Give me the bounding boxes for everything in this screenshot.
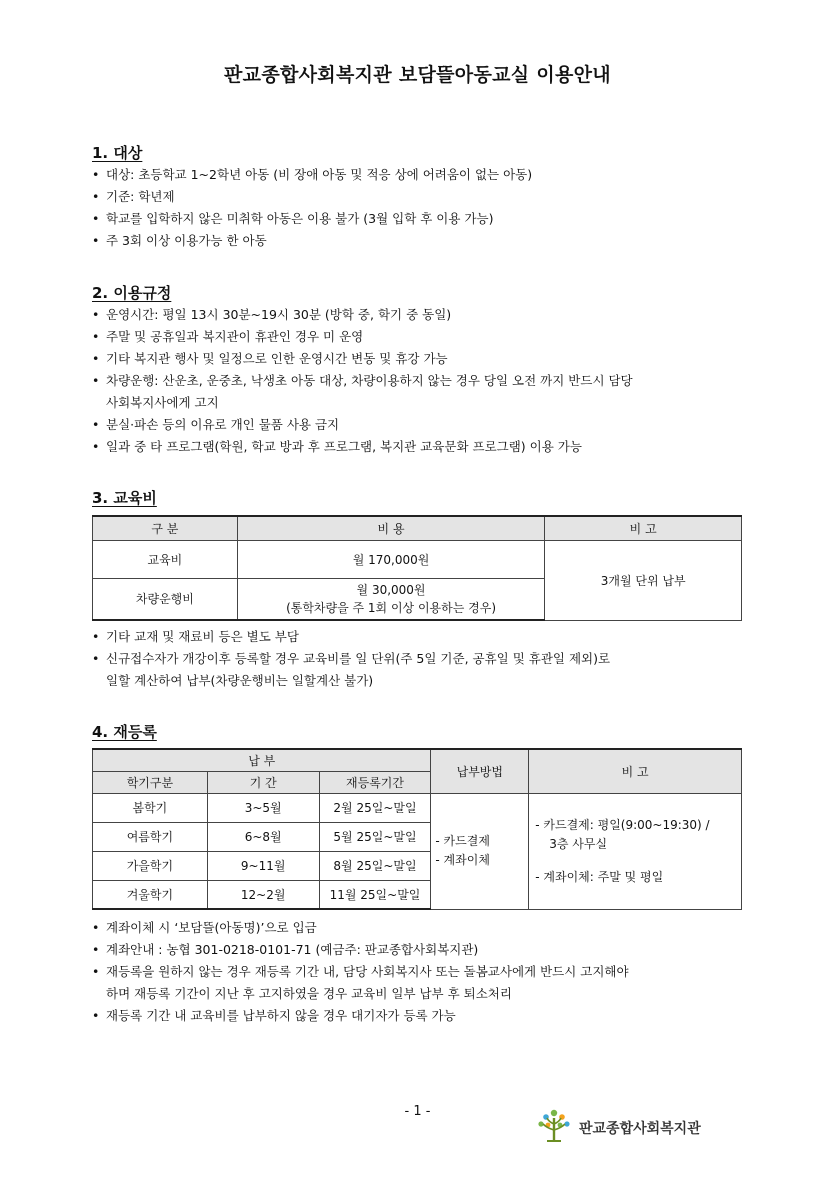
section-1-list: [92, 164, 742, 252]
period-cell: 6~8월: [207, 822, 319, 851]
section-3-list: [92, 626, 742, 692]
payment-method-header: 납부방법: [431, 749, 529, 793]
method-bank: - 계좌이체: [435, 853, 490, 867]
section-3-heading: 3. 교육비: [92, 489, 157, 507]
period-cell: 3~5월: [207, 793, 319, 822]
note-card-line-2: 3층 사무실: [549, 836, 608, 851]
fee-header-category: 구 분: [93, 516, 238, 540]
term-cell: 봄학기: [93, 793, 208, 822]
reg-period-cell: 2월 25일~말일: [319, 793, 431, 822]
reg-note-header: 비 고: [529, 749, 742, 793]
term-cell: 여름학기: [93, 822, 208, 851]
vehicle-cost: 월 30,000원: [356, 582, 426, 597]
fee-cost-cell: 월 170,000원: [237, 540, 545, 578]
period-header: 기 간: [207, 771, 319, 793]
fee-category-cell: 차량운행비: [93, 578, 238, 620]
note-card-line-1: - 카드결제: 평일(9:00~19:30) /: [535, 817, 710, 832]
newcomer-line-2: 일할 계산하여 납부(차량운행비는 일할계산 불가): [106, 673, 374, 688]
section-2-list: [92, 304, 742, 458]
section-4-heading: 4. 재등록: [92, 723, 157, 741]
reg-period-header: 재등록기간: [319, 771, 431, 793]
list-item: • 기타 교재 및 재료비 등은 별도 부담: [92, 626, 742, 648]
term-cell: 가을학기: [93, 851, 208, 880]
payment-group-header: 납 부: [93, 749, 431, 771]
page-number: - 1 -: [404, 1104, 431, 1119]
section-4-list: [92, 917, 742, 1027]
vehicle-cost-condition: (통학차량을 주 1회 이상 이용하는 경우): [286, 600, 497, 615]
fee-header-note: 비 고: [545, 516, 742, 540]
tree-logo-icon: [535, 1108, 573, 1148]
period-cell: 9~11월: [207, 851, 319, 880]
reg-note-cell: [529, 793, 742, 909]
list-item: • 재등록 기간 내 교육비를 납부하지 않을 경우 대기자가 등록 가능: [92, 1005, 742, 1027]
fee-cost-cell: [237, 578, 545, 620]
note-bank: - 계좌이체: 주말 및 평일: [535, 869, 664, 884]
fee-table: [92, 515, 742, 621]
payment-method-cell: [431, 793, 529, 909]
page-title: 판교종합사회복지관 보담뜰아동교실 이용안내: [224, 64, 611, 86]
list-item: • 분실·파손 등의 이유로 개인 물품 사용 금지: [92, 414, 742, 436]
list-item: • 학교를 입학하지 않은 미취학 아동은 이용 불가 (3월 입학 후 이용 가능): [92, 208, 742, 230]
method-card: - 카드결제: [435, 834, 490, 848]
rereg-line-2: 하며 재등록 기간이 지난 후 고지하였을 경우 교육비 일부 납부 후 퇴소처리: [106, 986, 512, 1001]
list-item: • 대상: 초등학교 1~2학년 아동 (비 장애 아동 및 적응 상에 어려움이 없는 아동): [92, 164, 742, 186]
section-1-heading: 1. 대상: [92, 144, 143, 162]
term-header: 학기구분: [93, 771, 208, 793]
logo-text: 판교종합사회복지관: [579, 1121, 701, 1137]
period-cell: 12~2월: [207, 880, 319, 909]
fee-note-cell: 3개월 단위 납부: [545, 540, 742, 620]
list-item: • 주 3회 이상 이용가능 한 아동: [92, 230, 742, 252]
list-item: • 계좌이체 시 ‘보담뜰(아동명)’으로 입금: [92, 917, 742, 939]
vehicle-line-2: 사회복지사에게 고지: [106, 395, 219, 410]
list-item: [92, 648, 742, 692]
section-2-heading: 2. 이용규정: [92, 284, 172, 302]
newcomer-line-1: • 신규접수자가 개강이후 등록할 경우 교육비를 일 단위(주 5일 기준, 공휴일 및 휴관일 제외)로: [106, 651, 611, 666]
list-item: • 일과 중 타 프로그램(학원, 학교 방과 후 프로그램, 복지관 교육문화 프로그램) 이용 가능: [92, 436, 742, 458]
list-item: • 기타 복지관 행사 및 일정으로 인한 운영시간 변동 및 휴강 가능: [92, 348, 742, 370]
rereg-line-1: • 재등록을 원하지 않는 경우 재등록 기간 내, 담당 사회복지사 또는 돌봄교사에게 반드시 고지해야: [106, 964, 629, 979]
fee-category-cell: 교육비: [93, 540, 238, 578]
list-item: • 계좌안내 : 농협 301-0218-0101-71 (예금주: 판교종합사회복지관): [92, 939, 742, 961]
list-item: [92, 961, 742, 1005]
term-cell: 겨울학기: [93, 880, 208, 909]
list-item: [92, 370, 742, 414]
footer-logo: [535, 1108, 701, 1148]
reg-period-cell: 8월 25일~말일: [319, 851, 431, 880]
reregistration-table: [92, 748, 742, 910]
reg-period-cell: 5월 25일~말일: [319, 822, 431, 851]
vehicle-line-1: • 차량운행: 산운초, 운중초, 낙생초 아동 대상, 차량이용하지 않는 경우 당일 오전 까지 반드시 담당: [106, 373, 633, 388]
fee-header-cost: 비 용: [237, 516, 545, 540]
list-item: • 운영시간: 평일 13시 30분~19시 30분 (방학 중, 학기 중 동일): [92, 304, 742, 326]
reg-period-cell: 11월 25일~말일: [319, 880, 431, 909]
list-item: • 기준: 학년제: [92, 186, 742, 208]
list-item: • 주말 및 공휴일과 복지관이 휴관인 경우 미 운영: [92, 326, 742, 348]
